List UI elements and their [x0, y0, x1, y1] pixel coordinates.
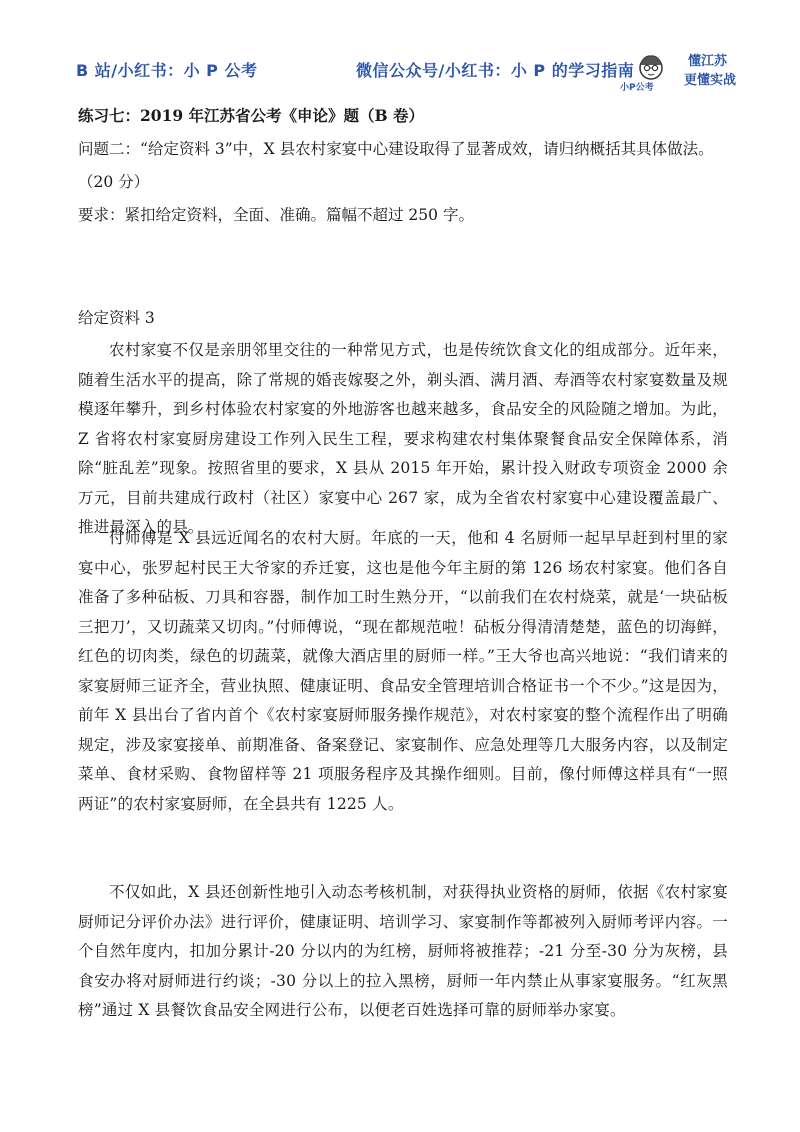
header-right-text: 微信公众号/小红书：小 P 的学习指南 — [356, 61, 635, 80]
material-paragraph-3: 不仅如此，X 县还创新性地引入动态考核机制，对获得执业资格的厨师，依据《农村家宴厨师记分评价办法》进行评价，健康证明、培训学习、家宴制作等都被列入厨师考评内容。一个自然年度内，扣加分累计-20 分以内的为红榜，厨师将被推荐；-21 分至-30 分为灰榜，县食安办将对厨师进行约谈；-30 分以上的拉入黑榜，厨师一年内禁止从事家宴服务。“红灰黑榜”通过 X 县餐饮食品安全网进行公布，以便老百姓选择可靠的厨师举办家宴。 — [78, 883, 728, 1019]
slogan-line-1: 懂江苏 — [688, 54, 728, 69]
question-title: 练习七：2019 年江苏省公考《申论》题（B 卷） — [78, 106, 425, 125]
material-paragraph-2: 付师傅是 X 县远近闻名的农村大厨。年底的一天，他和 4 名厨师一起早早赶到村里的家宴中心，张罗起村民王大爷家的乔迁宴，这也是他今年主厨的第 126 场农村家宴。他们各自准备了多种砧板、刀具和容器，制作加工时生熟分开，“以前我们在农村烧菜，就是‘一块砧板三把刀’，又切蔬菜又切肉。”付师傅说，“现在都规范啦！砧板分得清清楚楚，蓝色的切海鲜，红色的切肉类，绿色的切蔬菜，就像大酒店里的厨师一样。”王大爷也高兴地说：“我们请来的家宴厨师三证齐全，营业执照、健康证明、食品安全管理培训合格证书一个不少。”这是因为，前年 X 县出台了省内首个《农村家宴厨师服务操作规范》，对农村家宴的整个流程作出了明确规定，涉及家宴接单、前期准备、备案登记、家宴制作、应急处理等几大服务内容，以及制定菜单、食材采购、食物留样等 21 项服务程序及其操作细则。目前，像付师傅这样具有“一照两证”的农村家宴厨师，在全县共有 1225 人。 — [78, 529, 728, 813]
question-score: （20 分） — [78, 173, 150, 191]
header-left-text: B 站/小红书：小 P 公考 — [76, 61, 258, 80]
slogan-line-2: 更懂实战 — [684, 73, 737, 88]
material-label: 给定资料 3 — [78, 309, 155, 327]
logo-caption: 小P公考 — [620, 83, 654, 93]
page-header — [0, 52, 800, 102]
question-block — [78, 104, 728, 227]
question-requirement: 要求：紧扣给定资料，全面、准确。篇幅不超过 250 字。 — [78, 206, 474, 224]
material-paragraph-1: 农村家宴不仅是亲朋邻里交往的一种常见方式，也是传统饮食文化的组成部分。近年来，随着生活水平的提高，除了常规的婚丧嫁娶之外，剃头酒、满月酒、寿酒等农村家宴数量及规模逐年攀升，到乡村体验农村家宴的外地游客也越来越多，食品安全的风险随之增加。为此，Z 省将农村家宴厨房建设工作列入民生工程，要求构建农村集体聚餐食品安全保障体系，消除“脏乱差”现象。按照省里的要求，X 县从 2015 年开始，累计投入财政专项资金 2000 余万元，目前共建成行政村（社区）家宴中心 267 家，成为全省农村家宴中心建设覆盖最广、推进最深入的县。 — [78, 341, 728, 536]
question-prompt: 问题二：“给定资料 3”中，X 县农村家宴中心建设取得了显著成效，请归纳概括其具体做法。 — [78, 140, 714, 158]
header-slogan — [684, 52, 754, 90]
